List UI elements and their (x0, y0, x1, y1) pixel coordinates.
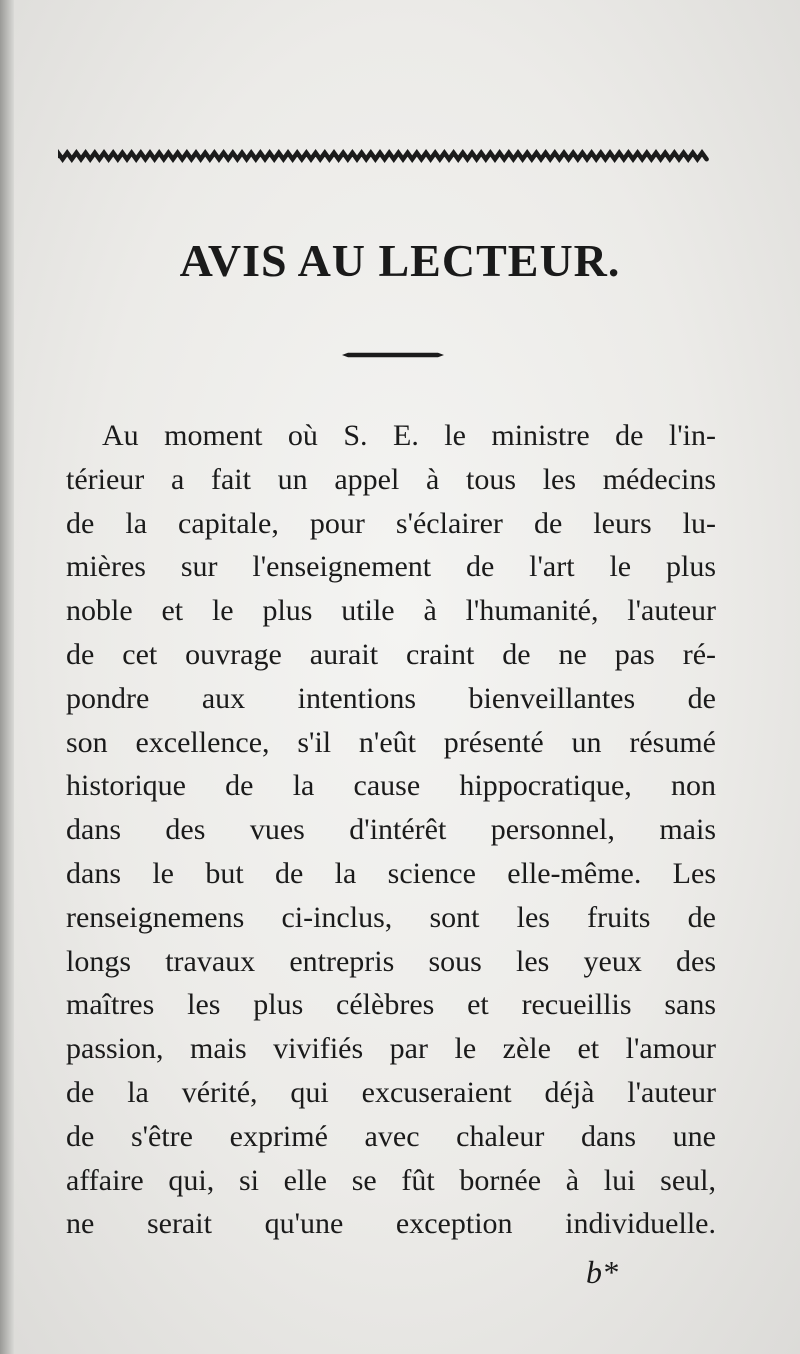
page-binding-edge (0, 0, 14, 1354)
text-line: de la vérité, qui excuseraient déjà l'auteur (66, 1075, 716, 1109)
text-line: passion, mais vivifiés par le zèle et l'amour (66, 1032, 716, 1066)
title-underline-rule (342, 351, 444, 359)
text-line: longs travaux entrepris sous les yeux des (66, 944, 716, 978)
text-line: ne serait qu'une exception individuelle. (66, 1207, 716, 1241)
text-line: dans le but de la science elle-même. Les (66, 856, 716, 890)
page-title: AVIS AU LECTEUR. (179, 235, 621, 286)
text-line: térieur a fait un appel à tous les médecins (66, 462, 716, 496)
text-line: mières sur l'enseignement de l'art le plus (66, 550, 716, 584)
text-line: historique de la cause hippocratique, non (66, 769, 716, 803)
text-line: son excellence, s'il n'eût présenté un résumé (66, 725, 716, 759)
body-paragraph (66, 414, 716, 1246)
text-line: Au moment où S. E. le ministre de l'in- (102, 419, 716, 452)
ornamental-wavy-rule (58, 148, 710, 164)
text-line: affaire qui, si elle se fût bornée à lui seul, (66, 1163, 716, 1197)
text-line: noble et le plus utile à l'humanité, l'auteur (66, 594, 716, 628)
text-line: de s'être exprimé avec chaleur dans une (66, 1119, 716, 1153)
text-line: de cet ouvrage aurait craint de ne pas ré- (66, 637, 716, 671)
text-line: dans des vues d'intérêt personnel, mais (66, 813, 716, 847)
text-line: renseignemens ci-inclus, sont les fruits de (66, 900, 716, 934)
text-line: maîtres les plus célèbres et recueillis sans (66, 988, 716, 1022)
text-line: pondre aux intentions bienveillantes de (66, 681, 716, 715)
text-line: de la capitale, pour s'éclairer de leurs lu- (66, 506, 716, 540)
signature-mark: b* (586, 1254, 618, 1290)
